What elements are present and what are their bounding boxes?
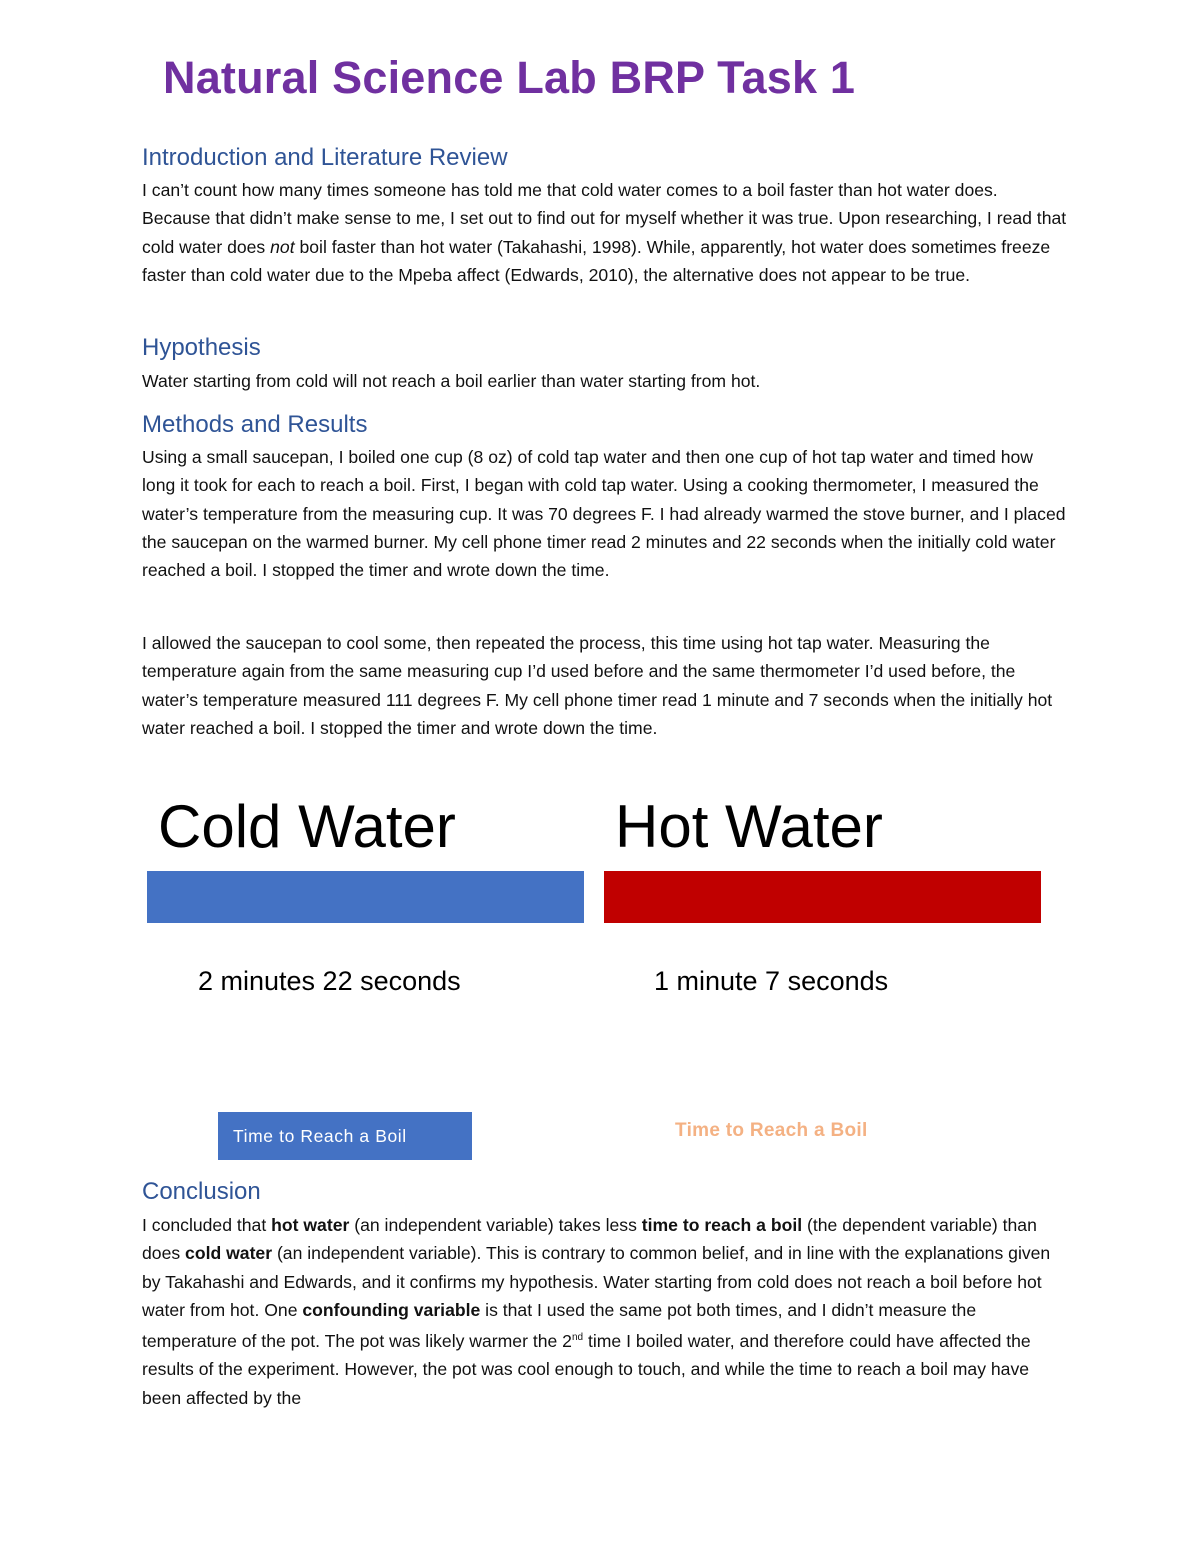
- legend-hot: Time to Reach a Boil: [675, 1120, 868, 1141]
- conclusion-bold-time-to-boil: time to reach a boil: [641, 1215, 803, 1235]
- methods-heading: Methods and Results: [142, 411, 368, 438]
- conclusion-text: (the dependent variable) than does: [142, 1215, 1037, 1264]
- cold-water-bar: [147, 871, 584, 923]
- methods-paragraph-2: I allowed the saucepan to cool some, then repeated the process, this time using hot tap water. Measuring the temperature again from the same measuring cup I’d used before and the same thermometer I’d used before, the water’s temperature measured 111 degrees F. My cell phone timer read 1 minute and 7 seconds when the initially hot water reached a boil. I stopped the timer and wrote down the time.: [142, 633, 1053, 738]
- conclusion-bold-hot-water: hot water: [271, 1215, 350, 1235]
- conclusion-superscript: nd: [571, 1332, 584, 1344]
- hypothesis-paragraph: Water starting from cold will not reach a boil earlier than water starting from hot.: [142, 371, 761, 391]
- conclusion-text: I concluded that: [142, 1215, 272, 1235]
- conclusion-bold-confounding-variable: confounding variable: [302, 1299, 481, 1320]
- conclusion-text: time I boiled water, and therefore could have affected the results of the experiment. However, the pot was cool enough to touch, and while the time to reach a boil may have been affected by the: [142, 1331, 1031, 1408]
- methods-paragraph-1: Using a small saucepan, I boiled one cup (8 oz) of cold tap water and then one cup of hot tap water and timed how long it took for each to reach a boil. First, I began with cold tap water. Using a cooking thermometer, I measured the water’s temperature from the measuring cup. It was 70 degrees F. I had already warmed the stove burner, and I placed the saucepan on the warmed burner. My cell phone timer read 2 minutes and 22 seconds when the initially cold water reached a boil. I stopped the timer and wrote down the time.: [142, 447, 1066, 581]
- hot-water-label: Hot Water: [615, 793, 883, 860]
- cold-water-time: 2 minutes 22 seconds: [198, 966, 461, 996]
- intro-paragraph: [142, 176, 1067, 289]
- conclusion-text: (an independent variable). This is contrary to common belief, and in line with the explanations given by Takahashi and Edwards, and it confirms my hypothesis. Water starting from cold does not reach a boil before hot water from hot. One: [142, 1243, 1051, 1320]
- conclusion-heading: Conclusion: [142, 1178, 261, 1205]
- legend-cold: [218, 1112, 472, 1160]
- conclusion-bold-cold-water: cold water: [185, 1243, 273, 1264]
- conclusion-text: (an independent variable) takes less: [349, 1215, 642, 1235]
- intro-heading: Introduction and Literature Review: [142, 144, 508, 171]
- conclusion-text: is that I used the same pot both times, and I didn’t measure the temperature of the pot. The pot was likely warmer the 2: [142, 1299, 977, 1352]
- conclusion-paragraph: [142, 1211, 1062, 1412]
- intro-emphasis: not: [270, 236, 295, 257]
- cold-water-label: Cold Water: [158, 793, 456, 860]
- hypothesis-heading: Hypothesis: [142, 334, 261, 361]
- document-title: Natural Science Lab BRP Task 1: [163, 52, 856, 103]
- intro-text-1: I can’t count how many times someone has told me that cold water comes to a boil faster than hot water does. Because that didn’t make sense to me, I set out to find out for myself whether it was true. Upon researching, I read that cold water does: [142, 180, 1067, 257]
- hot-water-time: 1 minute 7 seconds: [654, 966, 889, 996]
- intro-text-2: boil faster than hot water (Takahashi, 1998). While, apparently, hot water does sometimes freeze faster than cold water due to the Mpeba affect (Edwards, 2010), the alternative does not appear to be true.: [142, 236, 1051, 285]
- hot-water-bar: [604, 871, 1041, 923]
- legend-cold-label: Time to Reach a Boil: [233, 1125, 407, 1146]
